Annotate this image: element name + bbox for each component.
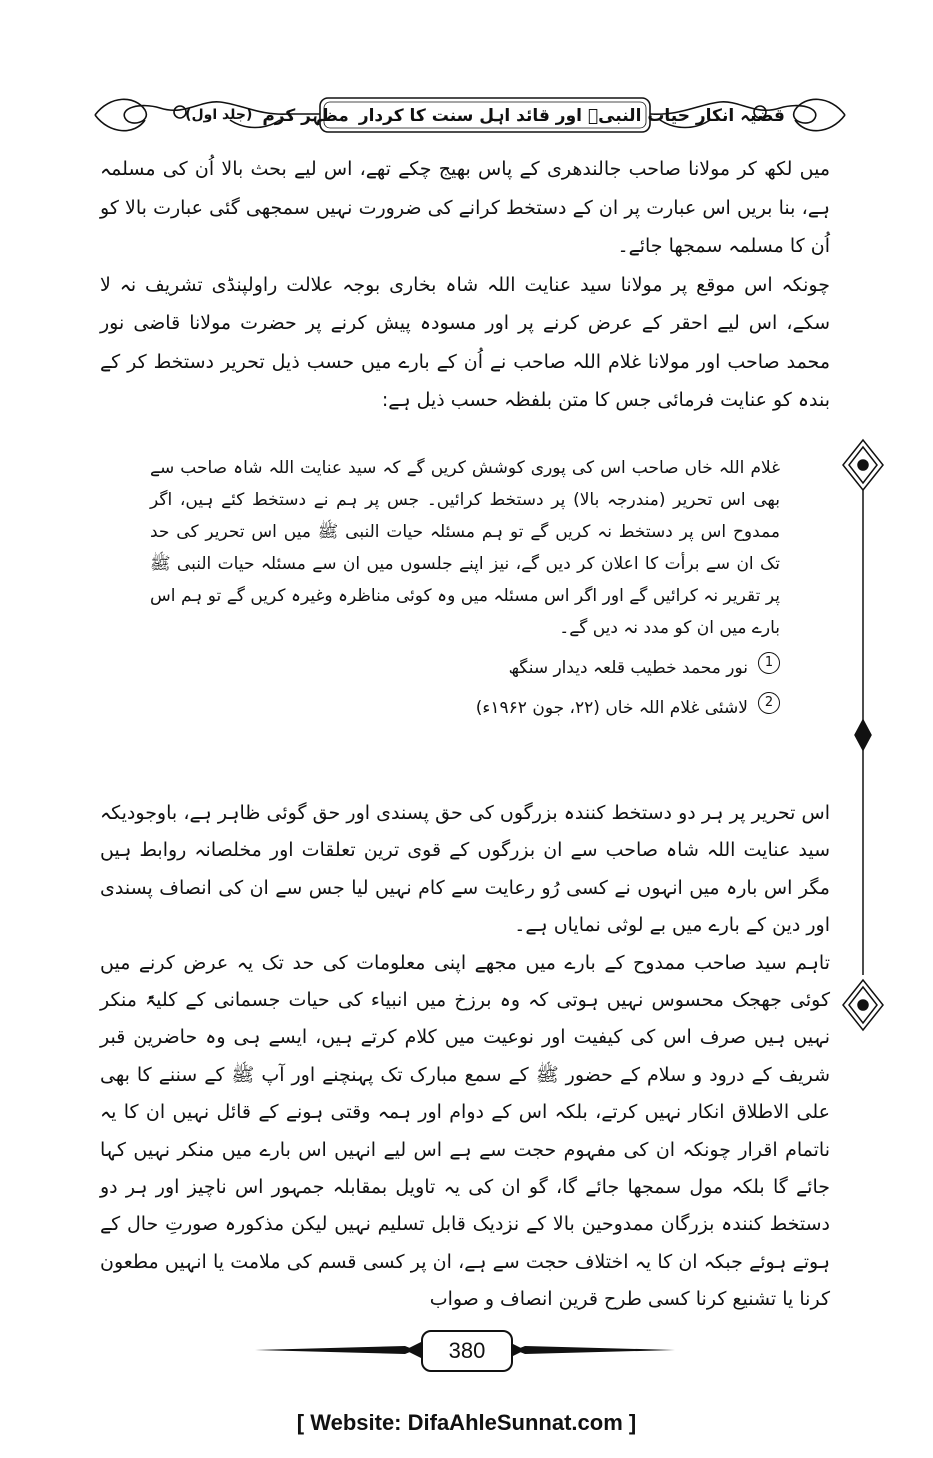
book-title: مظہر کرم — [262, 105, 349, 126]
signature-1-text: نور محمد خطیب قلعہ دیدار سنگھ — [508, 658, 748, 678]
signature-1 — [150, 652, 780, 684]
signature-2 — [150, 692, 780, 724]
volume-label: (جلد اول) — [185, 107, 253, 123]
page-number: 380 — [421, 1330, 513, 1372]
header-title-box — [185, 98, 785, 132]
main-text — [100, 795, 830, 1319]
signature-1-number: 1 — [758, 652, 780, 674]
website-footer: [ Website: DifaAhleSunnat.com ] — [296, 1410, 637, 1435]
signature-2-number: 2 — [758, 692, 780, 714]
main-paragraph-1: اس تحریر پر ہر دو دستخط کنندہ بزرگوں کی حق پسندی اور حق گوئی ظاہر ہے، باوجودیکہ سید عنایت اللہ شاہ صاحب سے ان بزرگوں کے قوی ترین تعلقات اور مخلصانہ روابط ہیں مگر اس بارہ میں انہوں نے کسی رُو رعایت سے کام نہیں لیا جس سے ان کی انصاف پسندی اور دین کے بارے میں بے لوثی نمایاں ہے۔ — [100, 802, 830, 937]
quoted-statement — [150, 452, 780, 724]
page-header — [90, 90, 850, 140]
intro-paragraph-2: چونکہ اس موقع پر مولانا سید عنایت اللہ شاہ بخاری بوجہ علالت راولپنڈی تشریف نہ لا سکے، اس لیے احقر کے عرض کرنے پر اور مسودہ پیش کرنے پر حضرت مولانا قاضی نور محمد صاحب اور مولانا غلام اللہ صاحب نے اُن کے بارے میں حسب ذیل تحریر دستخط کر کے بندہ کو عنایت فرمائی جس کا متن بلفظہ حسب ذیل ہے: — [100, 273, 830, 411]
quote-text: غلام اللہ خاں صاحب اس کی پوری کوشش کریں گے کہ سید عنایت اللہ شاہ صاحب سے بھی اس تحریر (مندرجہ بالا) پر دستخط کرائیں۔ جس پر ہم نے دستخط کئے ہیں، اگر ممدوح اس پر دستخط نہ کریں گے تو ہم مسئلہ حیات النبی ﷺ میں اس تحریر کی حد تک ان سے برأت کا اعلان کر دیں گے، نیز اپنے جلسوں میں ان سے مسئلہ حیات النبی ﷺ پر تقریر نہ کرائیں گے اور اگر اس مسئلہ میں وہ کوئی مناظرہ وغیرہ کریں گے تو ہم اس بارے میں ان کو مدد نہ دیں گے۔ — [150, 458, 780, 638]
intro-paragraph-1: میں لکھ کر مولانا صاحب جالندھری کے پاس بھیج چکے تھے، اس لیے بحث بالا اُن کی مسلمہ ہے، بنا بریں اس عبارت پر ان کے دستخط کرانے کی ضرورت نہیں سمجھی گئی عبارت بالا کو اُن کا مسلمہ سمجھا جائے۔ — [100, 158, 830, 257]
intro-text — [100, 150, 830, 420]
main-paragraph-2: تاہم سید صاحب ممدوح کے بارے میں مجھے اپنی معلومات کی حد تک یہ عرض کرنے میں کوئی جھجک محسوس نہیں ہوتی کہ وہ برزخ میں انبیاء کی حیات جسمانی کے کلیۃً منکر نہیں ہیں صرف اس کی کیفیت اور نوعیت میں کلام کرتے ہیں، ایسے ہی وہ حاضرین قبر شریف کے درود و سلام کے حضور ﷺ کے سمع مبارک تک پہنچنے اور آپ ﷺ کے سننے کا بھی علی الاطلاق انکار نہیں کرتے، بلکہ اس کے دوام اور ہمہ وقتی ہونے کے قائل نہیں ان کا یہ ناتمام اقرار چونکہ ان کی مفہوم حجت سے ہے اس لیے انہیں اس بارے میں منکر نہیں کہا جائے گا بلکہ مول سمجھا جائے گا، گو ان کی یہ تاویل بمقابلہ جمہور اس ناچیز اور ہر دو دستخط کنندہ بزرگان ممدوحین بالا کے نزدیک قابل تسلیم نہیں لیکن مذکورہ صورتِ حال کے ہوتے ہوئے جبکہ ان کا یہ اختلاف حجت سے ہے، ان پر کسی قسم کی ملامت یا انہیں مطعون کرنا یا تشنیع کرنا کسی طرح قرین انصاف و صواب — [100, 951, 830, 1311]
chapter-title: قضیہ انکار حیات النبیؐ اور قائد اہل سنت کا کردار — [358, 105, 785, 126]
signature-2-text: لاشئی غلام اللہ خاں (۲۲، جون ۱۹۶۲ء) — [475, 698, 748, 718]
side-ornament — [835, 435, 891, 1035]
